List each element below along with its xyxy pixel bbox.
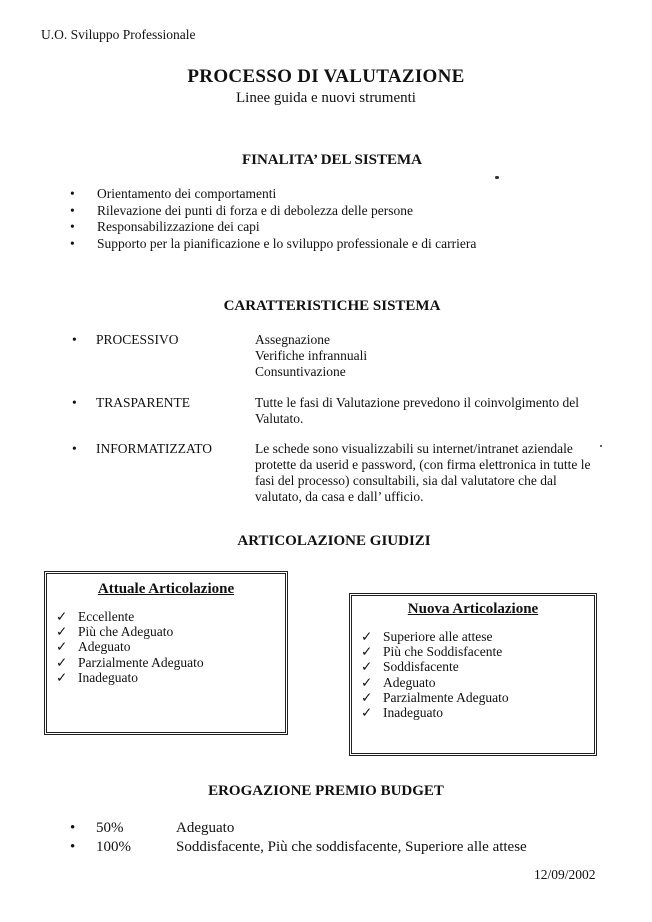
nuova-articolazione-box — [349, 593, 597, 756]
list-item — [352, 690, 594, 705]
checkmark-icon: ✓ — [361, 674, 373, 690]
description-line: Verifiche infrannuali — [255, 348, 368, 363]
scan-speck — [495, 176, 499, 179]
checkmark-icon: ✓ — [56, 669, 68, 685]
caratteristica-label-text: INFORMATIZZATO — [96, 441, 213, 456]
bullet-icon: • — [70, 202, 75, 218]
list-item-text: Adeguato — [383, 674, 436, 690]
bullet-icon: • — [70, 235, 75, 251]
attuale-list — [47, 609, 285, 685]
box-title-nuova: Nuova Articolazione — [407, 601, 539, 617]
attuale-articolazione-box — [44, 571, 288, 735]
list-item — [70, 219, 476, 236]
list-item-text: Supporto per la pianificazione e lo sviluppo professionale e di carriera — [97, 235, 477, 251]
document-subtitle: Linee guida e nuovi strumenti — [236, 90, 416, 106]
description-line: Tutte le fasi di Valutazione prevedono il coinvolgimento del — [255, 395, 579, 410]
description-line: protette da userid e password, (con firma elettronica in tutte le — [255, 457, 591, 472]
bullet-icon: • — [70, 219, 75, 234]
list-item — [47, 639, 285, 654]
list-item — [47, 624, 285, 639]
erogazione-percentage: 100% — [96, 839, 131, 855]
document-title: PROCESSO DI VALUTAZIONE — [187, 66, 465, 87]
list-item — [352, 659, 594, 674]
org-unit-header: U.O. Sviluppo Professionale — [41, 27, 196, 42]
caratteristica-label-text: TRASPARENTE — [96, 395, 191, 410]
list-item-text: Rilevazione dei punti di forza e di debolezza delle persone — [97, 202, 413, 218]
list-item-text: Eccellente — [78, 609, 135, 624]
nuova-list — [352, 629, 594, 720]
scan-speck — [600, 445, 602, 447]
section-title-finalita: FINALITA’ DEL SISTEMA — [241, 152, 423, 168]
bullet-icon: • — [72, 332, 77, 347]
bullet-icon: • — [72, 441, 77, 456]
caratteristica-description — [255, 395, 595, 427]
list-item-text: Più che Soddisfacente — [383, 644, 503, 660]
list-item — [70, 186, 476, 203]
checkmark-icon: ✓ — [361, 644, 373, 660]
list-item-text: Orientamento dei comportamenti — [97, 186, 277, 201]
checkmark-icon: ✓ — [56, 609, 68, 624]
list-item-text: Adeguato — [78, 639, 131, 655]
caratteristica-label — [72, 441, 212, 457]
caratteristica-label — [72, 332, 179, 348]
document-date: 12/09/2002 — [534, 867, 596, 882]
list-item — [352, 705, 594, 720]
checkmark-icon: ✓ — [361, 659, 373, 675]
checkmark-icon: ✓ — [56, 639, 68, 655]
erogazione-percentage: 50% — [96, 820, 124, 836]
description-line: Consuntivazione — [255, 364, 346, 379]
erogazione-description: Soddisfacente, Più che soddisfacente, Superiore alle attese — [176, 839, 527, 855]
finalita-list — [70, 186, 476, 252]
list-item-text: Parzialmente Adeguato — [78, 654, 204, 670]
section-title-erogazione: EROGAZIONE PREMIO BUDGET — [208, 783, 444, 799]
list-item-text: Responsabilizzazione dei capi — [97, 219, 260, 234]
list-item-text: Superiore alle attese — [383, 629, 493, 644]
list-item — [47, 609, 285, 624]
caratteristica-label — [72, 395, 190, 411]
list-item-text: Soddisfacente — [383, 659, 459, 675]
list-item — [70, 203, 476, 220]
list-item — [70, 236, 476, 253]
list-item-text: Parzialmente Adeguato — [383, 689, 509, 705]
caratteristica-description — [255, 332, 595, 380]
list-item — [352, 675, 594, 690]
list-item-text: Inadeguato — [78, 669, 138, 685]
list-item — [352, 644, 594, 659]
erogazione-description: Adeguato — [176, 820, 235, 836]
bullet-icon: • — [70, 186, 75, 201]
list-item-text: Più che Adeguato — [78, 624, 174, 640]
caratteristica-description — [255, 441, 595, 505]
section-title-articolazione: ARTICOLAZIONE GIUDIZI — [237, 533, 431, 549]
description-line: valutato, da casa e dall’ ufficio. — [255, 489, 424, 504]
list-item-text: Inadeguato — [383, 705, 443, 721]
bullet-icon: • — [72, 395, 77, 410]
list-item — [352, 629, 594, 644]
box-title-attuale: Attuale Articolazione — [97, 581, 235, 597]
checkmark-icon: ✓ — [361, 629, 373, 644]
checkmark-icon: ✓ — [56, 624, 68, 640]
description-line: Assegnazione — [255, 332, 330, 347]
section-title-caratteristiche: CARATTERISTICHE SISTEMA — [223, 298, 441, 314]
checkmark-icon: ✓ — [361, 689, 373, 705]
description-line: fasi del processo) consultabili, sia dal valutatore che dal — [255, 473, 557, 488]
bullet-icon: • — [70, 820, 76, 836]
checkmark-icon: ✓ — [361, 705, 373, 721]
description-line: Valutato. — [255, 411, 304, 426]
bullet-icon: • — [70, 839, 76, 855]
description-line: Le schede sono visualizzabili su internet/intranet aziendale — [255, 441, 573, 456]
list-item — [47, 655, 285, 670]
checkmark-icon: ✓ — [56, 654, 68, 670]
caratteristica-label-text: PROCESSIVO — [96, 332, 179, 347]
list-item — [47, 670, 285, 685]
